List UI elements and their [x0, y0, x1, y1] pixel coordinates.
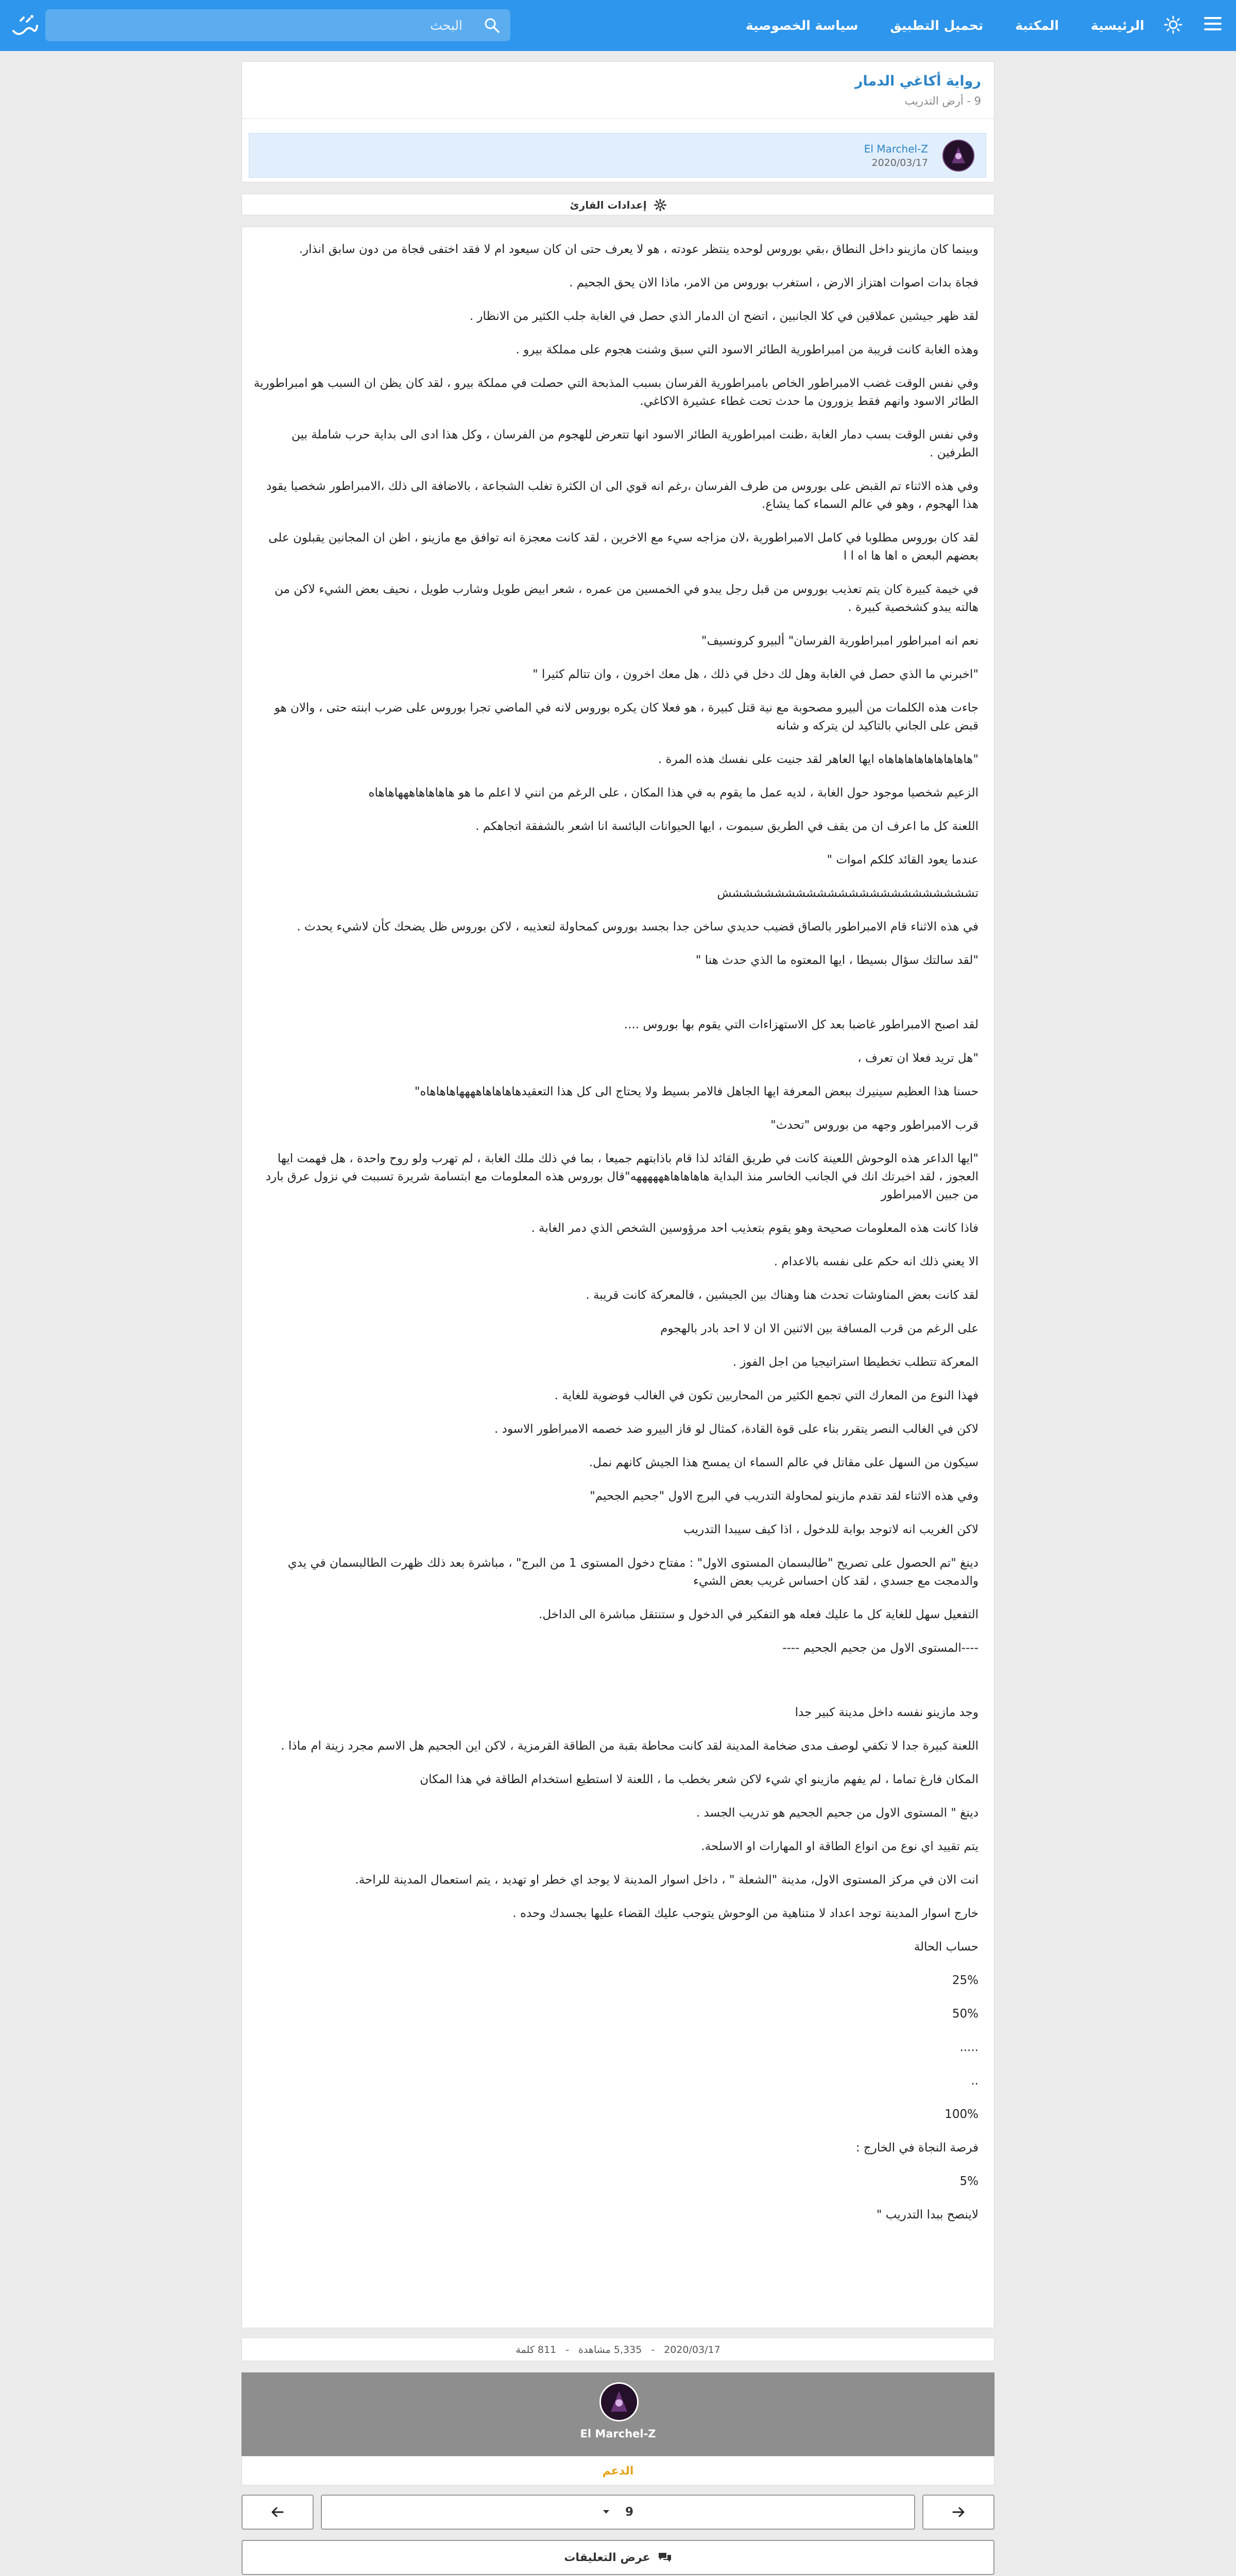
- chapter-paragraph: حساب الحالة: [914, 1940, 978, 1954]
- chapter-paragraph: دينغ " المستوى الاول من جحيم الجحيم هو تدريب الجسد .: [696, 1806, 978, 1820]
- next-chapter-button[interactable]: [922, 2495, 994, 2530]
- chapter-paragraph: خارج اسوار المدينة توجد اعداد لا متناهية من الوحوش يتوجب عليك القضاء عليها بجسدك وحده .: [512, 1907, 978, 1920]
- chapter-paragraph: دينغ "تم الحصول على تصريح "طالبسمان المستوى الاول" : مفتاح دخول المستوى 1 من البرج" ، مباشرة بعد ذلك ظهرت الطالبسمان في يدي والدمجت مع جسدي ، لقد كان احساس غريب بعض الشيء: [287, 1556, 978, 1588]
- chapter-paragraph: لاينصح ببدا التدريب ": [876, 2208, 978, 2222]
- chapter-subtitle: 9 - أرض التدريب: [904, 95, 981, 107]
- chapter-paragraph: المعركة تتطلب تخطيطا استراتيجيا من اجل الفوز .: [732, 1355, 978, 1369]
- stats-words: 811 كلمة: [516, 2344, 557, 2355]
- support-button[interactable]: [242, 2456, 994, 2485]
- chapter-paragraph: سيكون من السهل على مقاتل في عالم السماء ان يمسح هذا الجيش كانهم نمل.: [589, 1456, 978, 1469]
- chapter-paragraph: التفعيل سهل للغاية كل ما عليك فعله هو التفكير في الدخول و ستنتقل مباشرة الى الداخل.: [539, 1608, 978, 1621]
- chapter-paragraph: الزعيم شخصيا موجود حول الغابة ، لديه عمل ما يقوم به في هذا المكان ، على الرغم من انني لا اعلم ما هو هاهاهاهاهههاهاهاه: [368, 786, 978, 800]
- chapter-paragraph: ----المستوى الاول من جحيم الجحيم ----: [782, 1641, 978, 1655]
- support-button-label: الدعم: [602, 2465, 634, 2478]
- divider: [242, 118, 994, 119]
- chapter-paragraph: اللعنة كل ما اعرف ان من يقف في الطريق سيموت ، ايها الحيوانات البائسة انا اشعر بالشفقة اتجاهكم .: [475, 820, 978, 833]
- chapter-paragraph: وفي هذه الاثناء لقد تقدم مازينو لمحاولة التدريب في البرج الاول "جحيم الجحيم": [590, 1489, 978, 1503]
- chapter-paragraph: المكان فارغ تماما ، لم يفهم مازينو اي شيء لاكن شعر بخطب ما ، اللعنة لا استطيع استخدام الطاقة في هذا المكان: [420, 1773, 978, 1786]
- chapter-paragraph: وفي نفس الوقت غضب الامبراطور الخاص بامبراطورية الفرسان بسبب المذبحة التي حصلت في مملكة بيرو ، لقد كان يظن ان السبب هو امبراطورية الطائر الاسود وانهم فقط يزورون ما حدث تحت غطاء عشيرة الاكاغي.: [253, 377, 978, 408]
- chapter-paragraph: فهذا النوع من المعارك التي تجمع الكثير من المحاربين تكون في الغالب فوضوية للغاية .: [554, 1389, 978, 1402]
- top-navbar: [0, 0, 1236, 51]
- chapter-paragraph: لاكن في الغالب النصر يتقرر بناء على قوة القادة، كمثال لو فاز البيرو ضد خصمه الامبراطور الاسود .: [494, 1422, 978, 1436]
- chapter-paragraph: "هل تريد فعلا ان تعرف ،: [857, 1052, 978, 1065]
- chapter-paragraph: "ايها الداعر هذه الوحوش اللعينة كانت في طريق القائد لذا قام باذابتهم جميعا ، بما في ذلك ملك الغابة ، لم تهرب ولو روح واحدة ، هل فهمت ايها العجوز ، لقد اخبرتك انك في الجانب الخاسر منذ البداية هاهاهاهاههههههه"قال بوروس هذه المعلومات مع ابتسامة شريرة تسببت في نزول عرق بارد من جبين الامبراطور: [265, 1152, 978, 1201]
- reader-settings-label: إعدادات القارئ: [570, 199, 647, 211]
- chapter-paragraph: نعم انه امبراطور امبراطورية الفرسان" ألبيرو كرونسيف": [701, 634, 978, 648]
- caret-down-icon: [603, 2510, 610, 2515]
- chapter-paragraph: وبينما كان مازينو داخل النطاق ،بقي بوروس لوحده ينتظر عودته ، هو لا يعرف حتى ان كان سيعود ام لا فقد اختفى فجاة من دون سابق انذار.: [299, 243, 978, 256]
- arrow-right-icon: [951, 2504, 966, 2520]
- chapter-paragraph: قرب الامبراطور وجهه من بوروس "تحدث": [770, 1118, 978, 1132]
- chapter-paragraph: 5%: [959, 2175, 978, 2188]
- chapter-paragraph: لاكن الغريب انه لاتوجد بوابة للدخول ، اذا كيف سيبدا التدريب: [683, 1523, 978, 1536]
- show-comments-button[interactable]: [242, 2540, 994, 2575]
- stats-separator: -: [651, 2344, 655, 2355]
- chapter-author-box: [249, 133, 986, 178]
- chapter-paragraph: [253, 1673, 978, 1688]
- chapter-paragraph: 100%: [945, 2108, 978, 2121]
- chapter-paragraph: على الرغم من قرب المسافة بين الاثنين الا ان لا احد بادر بالهجوم: [660, 1322, 978, 1335]
- chapter-paragraph: حسنا هذا العظيم سينيرك ببعض المعرفة ايها الجاهل فالامر بسيط ولا يحتاج الى كل هذا التعقيدهاهاهاهاههههاهاهاهاه": [414, 1085, 978, 1098]
- post-date: 2020/03/17: [871, 157, 928, 168]
- sun-icon[interactable]: [1164, 15, 1182, 34]
- search-icon[interactable]: [484, 17, 500, 33]
- reader-settings-button[interactable]: [242, 194, 994, 216]
- chapter-select[interactable]: [321, 2495, 915, 2530]
- chapter-text: [253, 241, 978, 2240]
- nav-link-privacy-policy[interactable]: سياسة الخصوصية: [745, 18, 859, 33]
- stats-separator: -: [565, 2344, 569, 2355]
- chapter-navigation: [242, 2495, 994, 2530]
- chapter-paragraph: في خيمة كبيرة كان يتم تعذيب بوروس من قبل رجل يبدو في الخمسين من عمره ، شعر ابيض طويل وشارب طويل ، نحيف بعض الشيء لاكن من هالته يبدو كشخصية كبيرة .: [274, 583, 978, 614]
- chapter-select-value: 9: [625, 2505, 633, 2519]
- chapter-paragraph: جاءت هذه الكلمات من ألبيرو مصحوبة مع نية قتل كبيرة ، هو فعلا كان يكره بوروس لانه في الماضي تجرا بوروس على ضرب ابنته حتى ، والان هو قبض على الجاني بالتاكيد لن يتركه و شانه: [274, 701, 978, 733]
- search-input[interactable]: [56, 9, 462, 41]
- show-comments-label: عرض التعليقات: [564, 2551, 650, 2564]
- chapter-content: [242, 227, 994, 2328]
- nav-link-download-app[interactable]: تحميل التطبيق: [890, 18, 984, 33]
- gear-icon: [654, 199, 666, 211]
- chapter-paragraph: الا يعني ذلك انه حكم على نفسه بالاعدام .: [774, 1255, 978, 1268]
- novel-header: [242, 61, 994, 182]
- chapter-paragraph: وفي هذه الاثناء تم القبض على بوروس من طرف الفرسان ،رغم انه قوي الى ان الكثرة تغلب الشجاعة ، بالاضافة الى ذلك ،الامبراطور شخصيا يقود هذا الهجوم ، وهو في عالم السماء كما يشاع.: [266, 480, 978, 511]
- arrow-left-icon: [270, 2504, 285, 2520]
- nav-links: [746, 0, 1144, 51]
- search-box: [45, 9, 510, 41]
- chapter-paragraph: "لقد سالتك سؤال بسيطا ، ايها المعتوه ما الذي حدث هنا ": [695, 954, 978, 967]
- nav-link-home[interactable]: الرئيسية: [1091, 18, 1144, 33]
- stats-date: 2020/03/17: [664, 2344, 720, 2355]
- chapter-stats: [242, 2337, 994, 2361]
- chapter-paragraph: في هذه الاثناء قام الامبراطور بالصاق قضيب حديدي ساخن جدا بجسد بوروس كمحاولة لتعذيبه ، لاكن بوروس ظل يضحك كأن لاشيء يحدث .: [297, 920, 978, 934]
- chapter-paragraph: وهذه الغابة كانت قريبة من امبراطورية الطائر الاسود التي سبق وشنت هجوم على مملكة بيرو .: [516, 343, 978, 357]
- chapter-paragraph: لقد اصبح الامبراطور غاضبا بعد كل الاستهزاءات التي يقوم بها بوروس ....: [624, 1018, 978, 1031]
- comments-icon: [658, 2551, 672, 2564]
- chapter-paragraph: ..: [971, 2074, 978, 2088]
- reader-settings-bar: [242, 194, 994, 215]
- previous-chapter-button[interactable]: [242, 2495, 314, 2530]
- stats-views: 5,335 مشاهدة: [578, 2344, 642, 2355]
- chapter-paragraph: اللعنة كبيرة جدا لا تكفي لوصف مدى ضخامة المدينة لقد كانت محاطة بقبة من الطاقة القرمزية ، لاكن اين الجحيم هل الاسم مجرد زينة ام ماذا .: [281, 1739, 978, 1753]
- menu-icon[interactable]: [1204, 17, 1222, 32]
- chapter-paragraph: فرصة النجاة في الخارج :: [855, 2141, 978, 2155]
- chapter-paragraph: 25%: [952, 1974, 978, 1987]
- chapter-paragraph: "اخبرني ما الذي حصل في الغابة وهل لك دخل في ذلك ، هل معك اخرون ، وان تتالم كثيرا ": [533, 668, 978, 681]
- chapter-paragraph: يتم تقييد اي نوع من انواع الطاقة او المهارات او الاسلحة.: [701, 1840, 978, 1853]
- chapter-paragraph: .....: [959, 2041, 978, 2054]
- chapter-paragraph: "هاهاهاهاهاهاهاهاهاه ايها العاهر لقد جنيت على نفسك هذه المرة .: [658, 753, 978, 766]
- chapter-paragraph: وفي نفس الوقت بسب دمار الغابة ،ظنت امبراطورية الطائر الاسود انها تتعرض للهجوم من الفرسان ، وكل هذا ادى الى بداية حرب شاملة بين الطرفين .: [291, 428, 978, 460]
- chapter-paragraph: عندما يعود القائد كلكم اموات ": [827, 853, 978, 867]
- chapter-paragraph: فاذا كانت هذه المعلومات صحيحة وهو يقوم بتعذيب احد مرؤوسين الشخص الذي دمر الغابة .: [531, 1222, 978, 1235]
- chapter-paragraph: انت الان في مركز المستوى الاول، مدينة "الشعلة " ، داخل اسوار المدينة لا يوجد اي خطر او تهديد ، يتم استعمال المدينة للراحة.: [355, 1873, 978, 1887]
- author-support-card: [242, 2372, 994, 2456]
- nav-link-library[interactable]: المكتبة: [1015, 18, 1059, 33]
- chapter-paragraph: لقد كانت بعض المناوشات تحدث هنا وهناك بين الجيشين ، فالمعركة كانت قريبة .: [586, 1289, 978, 1302]
- chapter-paragraph: تشششششششششششششششششششششششش: [717, 887, 978, 900]
- author-name[interactable]: El Marchel-Z: [864, 143, 928, 155]
- chapter-paragraph: لقد ظهر جيشين عملاقين في كلا الجانبين ، اتضح ان الدمار الذي حصل في الغابة جلب الكثير من الانظار .: [469, 310, 978, 323]
- chapter-paragraph: فجاة بدات اصوات اهتزاز الارض ، استغرب بوروس من الامر، ماذا الان يحق الجحيم .: [569, 276, 978, 290]
- chapter-paragraph: [253, 985, 978, 1001]
- chapter-paragraph: 50%: [952, 2007, 978, 2021]
- novel-title[interactable]: رواية أكاغي الدمار: [854, 73, 981, 89]
- avatar[interactable]: [599, 2382, 639, 2421]
- chapter-paragraph: وجد مازينو نفسه داخل مدينة كبير جدا: [795, 1706, 978, 1719]
- support-author-name[interactable]: El Marchel-Z: [580, 2428, 656, 2440]
- site-logo-icon[interactable]: [9, 10, 40, 41]
- chapter-paragraph: لقد كان بوروس مطلوبا في كامل الامبراطورية ،لان مزاجه سيء مع الاخرين ، لقد كانت معجزة انه توافق مع مازينو ، اظن ان المجانين يقبلون على بعضهم البعض ه اها ها اه ا ا: [268, 531, 978, 563]
- avatar[interactable]: [942, 140, 974, 172]
